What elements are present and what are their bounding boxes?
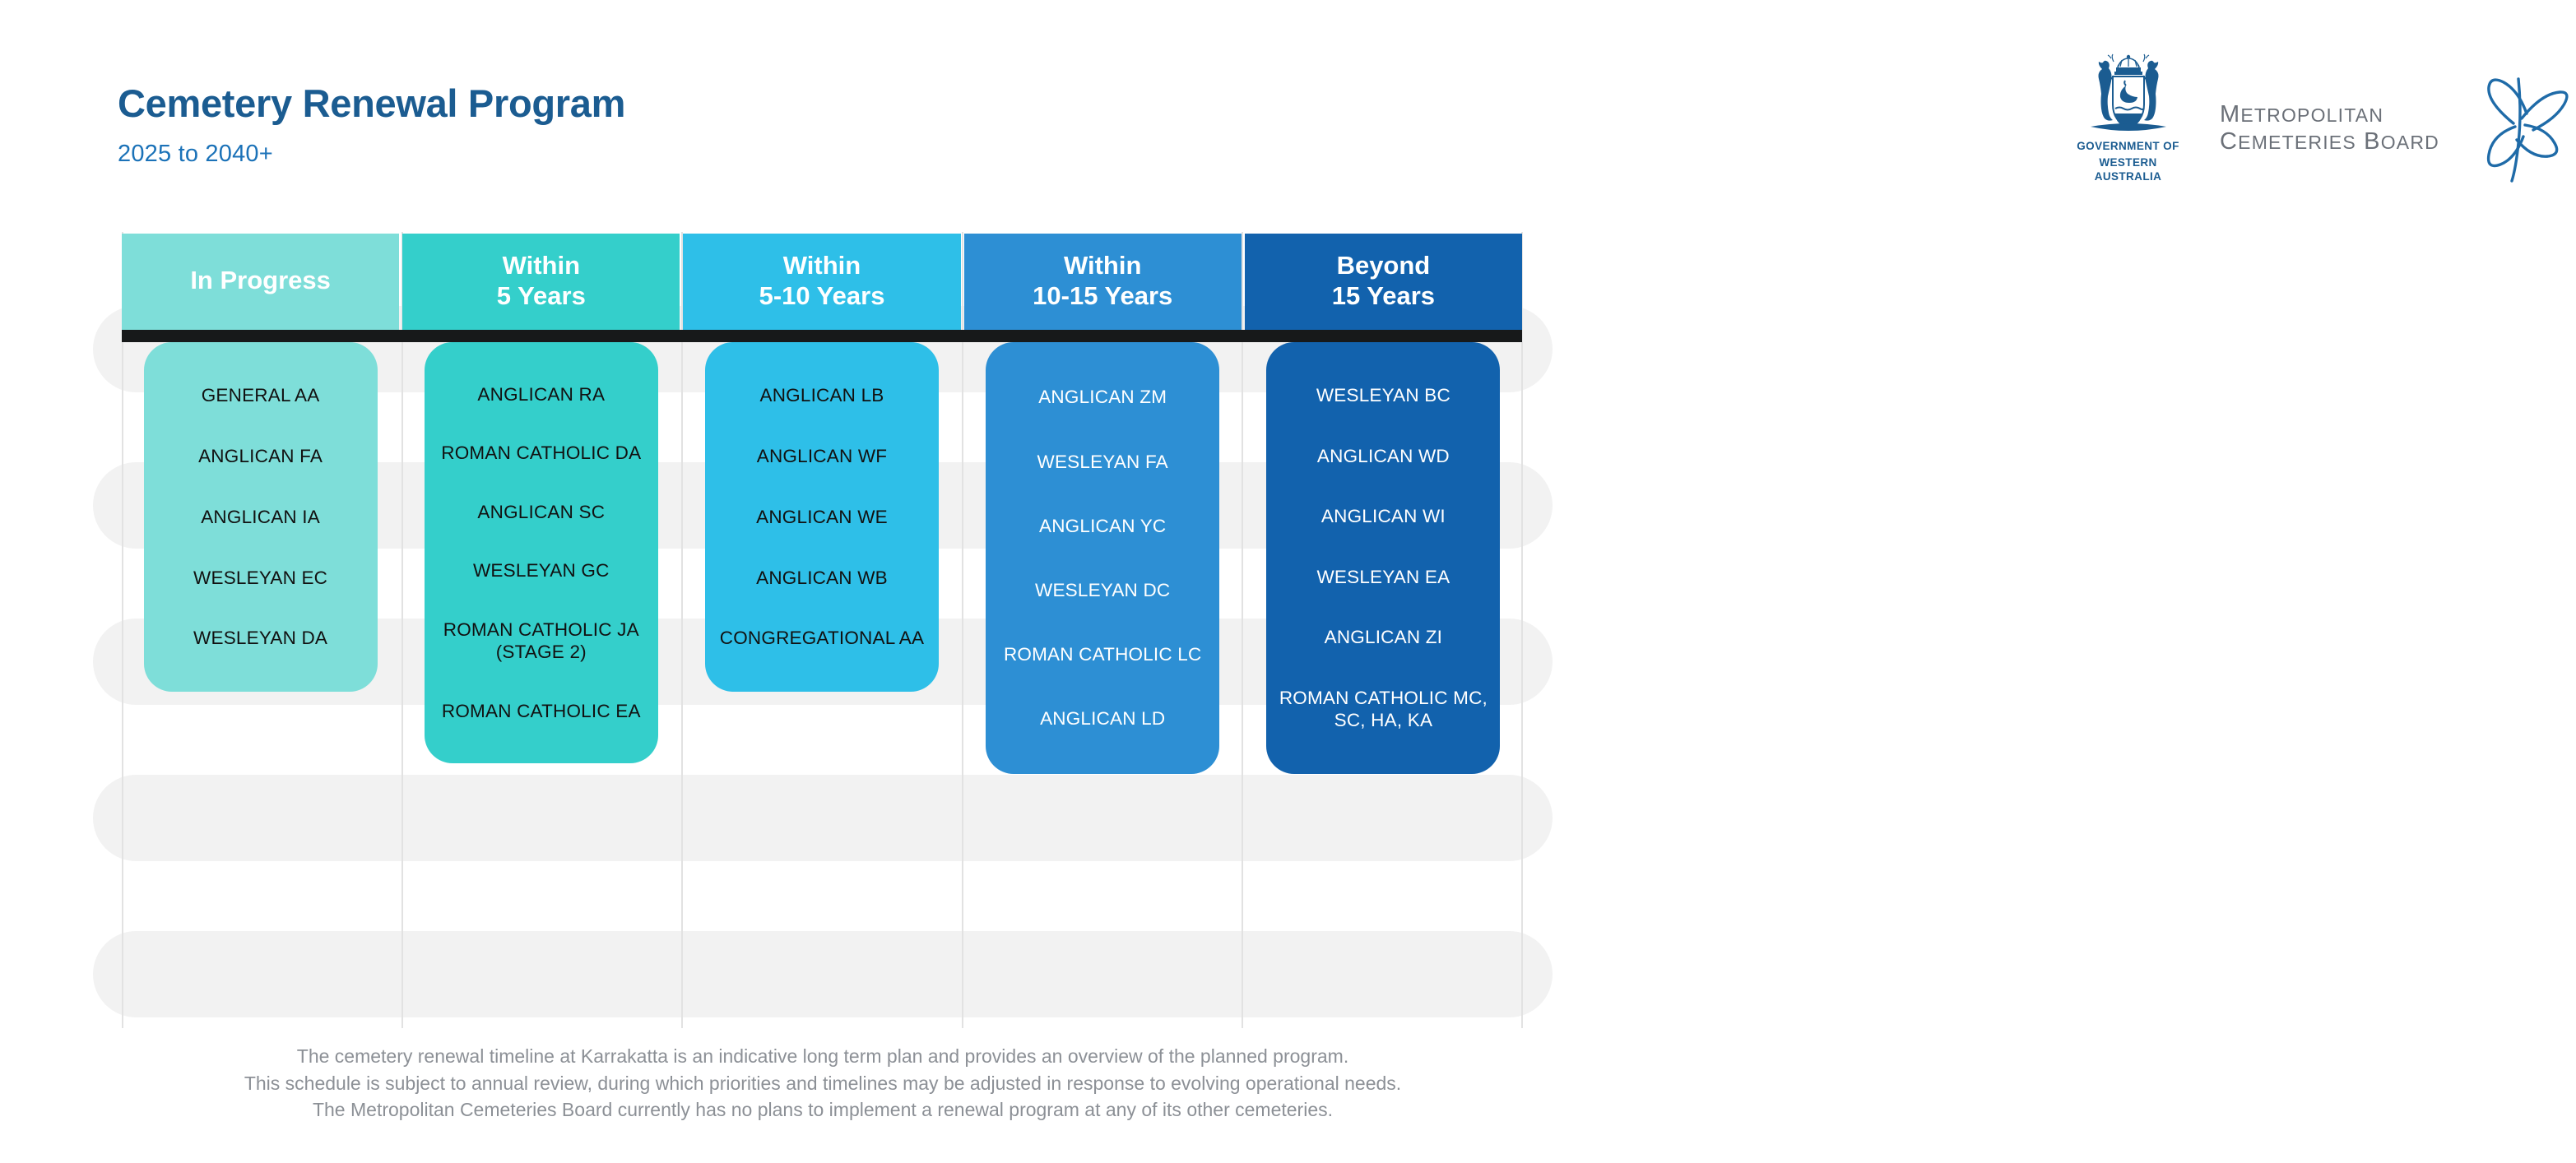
column-item: ANGLICAN WB	[756, 567, 888, 588]
column-item: WESLEYAN BC	[1316, 385, 1450, 406]
column-item: ANGLICAN WE	[756, 506, 888, 527]
footer-line-3: The Metropolitan Cemeteries Board currently has no plans to implement a renewal program at any of its other cemeteries.	[312, 1099, 1334, 1121]
wa-coat-of-arms-icon	[2064, 51, 2192, 137]
column-item: ANGLICAN IA	[201, 506, 320, 527]
column-item: WESLEYAN DC	[1035, 579, 1171, 600]
government-label-line2: WESTERN AUSTRALIA	[2094, 156, 2162, 183]
column-item: ANGLICAN WF	[756, 445, 888, 466]
footer-line-2: This schedule is subject to annual review, during which priorities and timelines may be adjusted in response to evolving operational needs.	[244, 1072, 1402, 1094]
column-item: ANGLICAN LD	[1040, 708, 1166, 730]
column-header-line2: 5-10 Years	[759, 280, 885, 310]
column-header-line1: Within	[502, 250, 581, 280]
column-in-progress	[122, 342, 399, 1028]
column-within-5-years	[402, 342, 680, 1028]
page-header	[0, 0, 2439, 218]
column-item: ANGLICAN LB	[759, 385, 884, 406]
column-item: ANGLICAN ZI	[1324, 627, 1443, 648]
column-item: WESLEYAN EC	[193, 567, 328, 588]
column-headers	[122, 234, 1522, 330]
mcb-wordmark-line2: CEMETERIES BOARD	[2220, 127, 2439, 155]
logo-group	[1053, 0, 2439, 206]
column-header-in-progress[interactable]	[122, 234, 399, 330]
column-item: WESLEYAN DA	[193, 628, 328, 649]
column-item: ANGLICAN FA	[198, 445, 323, 466]
column-header-line2: 10-15 Years	[1033, 280, 1173, 310]
column-header-line2: 5 Years	[496, 280, 586, 310]
column-item: ROMAN CATHOLIC LC	[1003, 643, 1202, 665]
column-item: ANGLICAN RA	[477, 383, 606, 405]
header-underline-bar	[122, 330, 1522, 342]
column-item: ANGLICAN WI	[1320, 506, 1446, 527]
column-header-line1: Within	[1063, 250, 1142, 280]
mcb-butterfly-logo-icon	[2464, 64, 2576, 192]
column-item: ROMAN CATHOLIC EA	[441, 700, 641, 721]
mcb-wordmark	[2220, 101, 2439, 155]
column-item: CONGREGATIONAL AA	[719, 628, 925, 649]
column-pill[interactable]	[705, 342, 939, 692]
column-pill[interactable]	[144, 342, 378, 692]
mcb-logo	[2220, 64, 2576, 192]
wa-government-crest	[2064, 51, 2192, 183]
column-within-5-10-years	[683, 342, 960, 1028]
column-pill[interactable]	[1266, 342, 1500, 774]
column-item: ROMAN CATHOLIC DA	[441, 442, 642, 464]
page-title: Cemetery Renewal Program	[118, 81, 626, 125]
footer-line-1: The cemetery renewal timeline at Karrakatta is an indicative long term plan and provides an overview of the planned program.	[296, 1045, 1349, 1067]
column-item: GENERAL AA	[201, 385, 320, 406]
column-header-line1: In Progress	[190, 266, 331, 295]
column-header-within-10-15-years[interactable]	[964, 234, 1242, 330]
footer-note	[0, 1043, 1645, 1124]
column-header-within-5-years[interactable]	[402, 234, 680, 330]
column-item: ANGLICAN ZM	[1038, 387, 1167, 408]
column-header-line2: 15 Years	[1331, 280, 1436, 310]
column-item: WESLEYAN FA	[1037, 451, 1168, 472]
column-item: ROMAN CATHOLIC JA (STAGE 2)	[443, 619, 639, 663]
column-pill[interactable]	[425, 342, 658, 763]
column-item: ROMAN CATHOLIC MC, SC, HA, KA	[1279, 688, 1488, 731]
government-label-line1: GOVERNMENT OF	[2077, 140, 2179, 152]
title-block	[118, 82, 625, 168]
timeline-chart	[0, 218, 1645, 1028]
column-pill[interactable]	[986, 342, 1219, 774]
column-header-within-5-10-years[interactable]	[683, 234, 960, 330]
column-item: ANGLICAN WD	[1316, 445, 1450, 466]
column-body-group	[122, 342, 1522, 1028]
mcb-wordmark-line1: METROPOLITAN	[2220, 101, 2384, 128]
column-beyond-15-years	[1245, 342, 1522, 1028]
column-item: ANGLICAN SC	[477, 501, 606, 522]
column-within-10-15-years	[964, 342, 1242, 1028]
page-subtitle: 2025 to 2040+	[118, 140, 273, 167]
column-item: ANGLICAN YC	[1039, 515, 1167, 536]
column-item: WESLEYAN EA	[1316, 566, 1450, 587]
column-header-line1: Beyond	[1336, 250, 1431, 280]
column-header-line1: Within	[782, 250, 861, 280]
column-header-beyond-15-years[interactable]	[1245, 234, 1522, 330]
column-item: WESLEYAN GC	[473, 560, 610, 582]
